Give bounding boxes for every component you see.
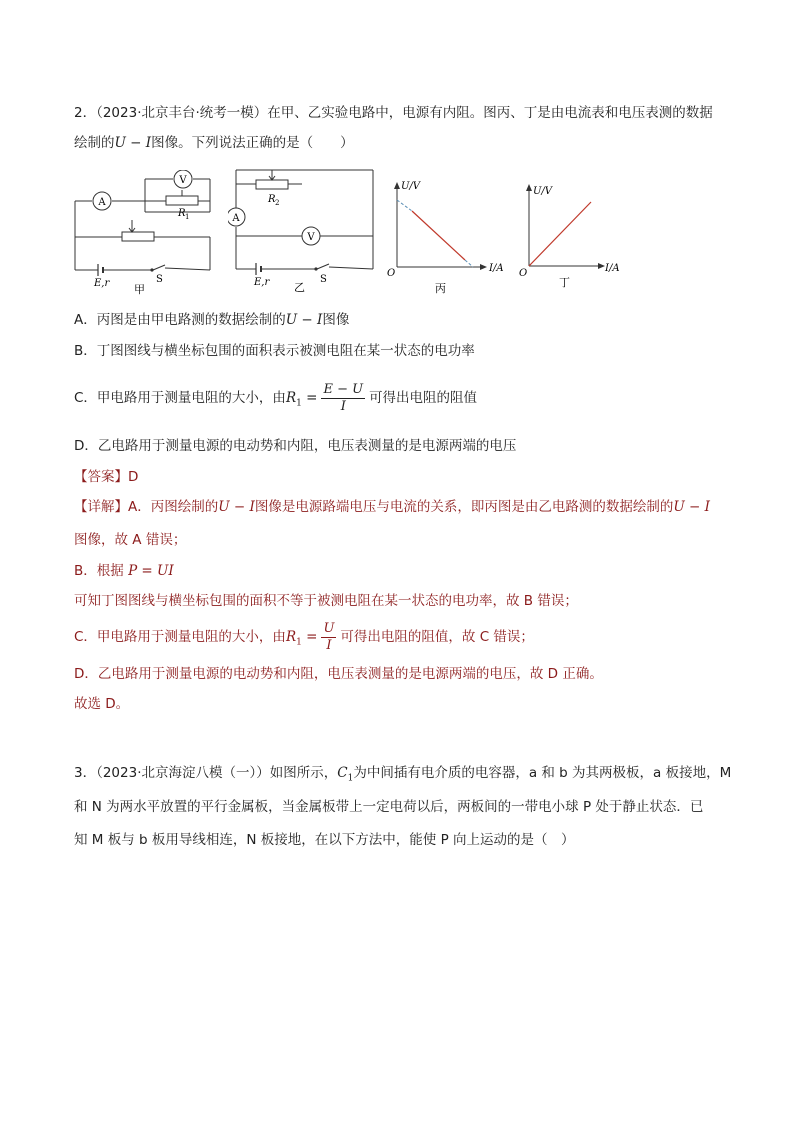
r1-label: R xyxy=(178,208,186,219)
ui-symbol: U − I xyxy=(218,499,255,515)
detail-line-7: 故选 D。 xyxy=(74,696,130,712)
option-a-text: A．丙图是由甲电路测的数据绘制的 xyxy=(74,312,286,328)
option-a xyxy=(74,310,349,330)
caption-ding: 丁 xyxy=(559,276,570,289)
circuit-yi xyxy=(228,165,378,295)
ammeter-label: A xyxy=(98,197,106,208)
answer: 【答案】D xyxy=(74,469,139,485)
r1-symbol: R xyxy=(285,629,297,645)
detail-text: C．甲电路用于测量电阻的大小，由 xyxy=(74,629,286,645)
u-axis-label: U/V xyxy=(533,186,553,197)
detail-line-3 xyxy=(74,561,174,581)
detail-text-2: 图像是电源路端电压与电流的关系，即丙图是由乙电路测的数据绘制的 xyxy=(254,499,674,515)
equals-sign: = xyxy=(301,629,318,645)
battery-label: E,r xyxy=(254,277,270,288)
r2-rheostat xyxy=(256,180,288,189)
detail-line-4: 可知丁图图线与横坐标包围的面积不等于被测电阻在某一状态的电功率，故 B 错误； xyxy=(74,593,578,609)
detail-line-6: D．乙电路用于测量电源的电动势和内阻，电压表测量的是电源两端的电压，故 D 正确。 xyxy=(74,666,603,682)
graph-line-bing xyxy=(412,211,465,260)
detail-line-5 xyxy=(74,620,534,660)
q2-stem-line1: 2．（2023·北京丰台·统考一模）在甲、乙实验电路中，电源有内阻。图丙、丁是由电流表和电压表测的数据 xyxy=(74,105,713,121)
option-c-text: C．甲电路用于测量电阻的大小，由 xyxy=(74,390,286,406)
detail-text: B．根据 xyxy=(74,563,129,579)
option-c-text-2: 可得出电阻的阻值 xyxy=(369,390,478,406)
voltmeter-label: V xyxy=(179,175,187,186)
circuit-jia xyxy=(70,170,220,295)
option-a-text-2: 图像 xyxy=(322,312,350,328)
c-subscript: 1 xyxy=(347,773,354,784)
r1-rheostat xyxy=(166,196,198,205)
ui-symbol: U − I xyxy=(114,135,152,151)
fraction-denominator: I xyxy=(340,398,346,414)
option-c xyxy=(74,381,477,421)
ui-symbol: U − I xyxy=(673,499,710,515)
detail-line-1 xyxy=(74,497,710,517)
detail-line-2: 图像，故 A 错误； xyxy=(74,532,187,548)
u-axis-label: U/V xyxy=(401,181,421,192)
extrapolation-dash xyxy=(465,260,473,267)
origin-label: O xyxy=(519,268,528,279)
q2-stem-text: 绘制的 xyxy=(74,135,115,151)
i-axis-label: I/A xyxy=(605,263,620,274)
q2-stem-text-2: 图像。下列说法正确的是（ ） xyxy=(151,135,354,151)
option-d: D．乙电路用于测量电源的电动势和内阻，电压表测量的是电源两端的电压 xyxy=(74,438,517,454)
caption-jia: 甲 xyxy=(134,283,145,295)
switch-label: S xyxy=(156,274,163,285)
i-axis-label: I/A xyxy=(489,263,504,274)
r1-subscript: 1 xyxy=(185,213,190,221)
voltmeter-label: V xyxy=(307,232,315,243)
origin-label: O xyxy=(387,268,396,279)
q3-stem-line2: 和 N 为两水平放置的平行金属板，当金属板带上一定电荷以后，两板间的一带电小球 P 处于静止状态．已 xyxy=(74,799,704,815)
r1-symbol: R xyxy=(285,390,297,406)
q2-stem-line2 xyxy=(74,133,354,153)
q3-stem-line3: 知 M 板与 b 板用导线相连，N 板接地，在以下方法中，能使 P 向上运动的是（ ） xyxy=(74,832,575,848)
fraction-u-over-i xyxy=(321,621,336,654)
power-equation: P = UI xyxy=(128,563,174,579)
switch-label: S xyxy=(320,274,327,285)
caption-bing: 丙 xyxy=(435,282,446,295)
r2-subscript: 2 xyxy=(275,199,280,207)
fraction-denominator: I xyxy=(326,637,332,653)
r1-subscript: 1 xyxy=(296,398,302,409)
rheostat-jia xyxy=(122,232,154,241)
r1-subscript: 1 xyxy=(296,637,302,648)
fraction-numerator: E − U xyxy=(323,381,364,397)
fraction-numerator: U xyxy=(323,620,335,636)
graph-bing xyxy=(385,172,515,297)
fraction-e-minus-u-over-i xyxy=(321,382,365,415)
caption-yi: 乙 xyxy=(294,281,305,294)
graph-ding xyxy=(515,178,625,293)
graph-line-ding xyxy=(529,202,591,266)
q3-stem-line1 xyxy=(74,763,731,789)
equals-sign: = xyxy=(301,390,318,406)
detail-text: 【详解】A．丙图绘制的 xyxy=(74,499,219,515)
q3-stem-text: 3．（2023·北京海淀八模（一））如图所示， xyxy=(74,765,338,781)
c-symbol: C xyxy=(337,765,348,781)
extrapolation-dash xyxy=(397,200,412,211)
battery-label: E,r xyxy=(94,278,110,289)
ammeter-label: A xyxy=(232,213,240,224)
q3-stem-text-2: 为中间插有电介质的电容器，a 和 b 为其两极板，a 板接地，M xyxy=(353,765,732,781)
option-b: B．丁图图线与横坐标包围的面积表示被测电阻在某一状态的电功率 xyxy=(74,343,475,359)
r2-label: R xyxy=(268,194,276,205)
ui-symbol: U − I xyxy=(285,312,323,328)
detail-text-2: 可得出电阻的阻值，故 C 错误； xyxy=(340,629,534,645)
